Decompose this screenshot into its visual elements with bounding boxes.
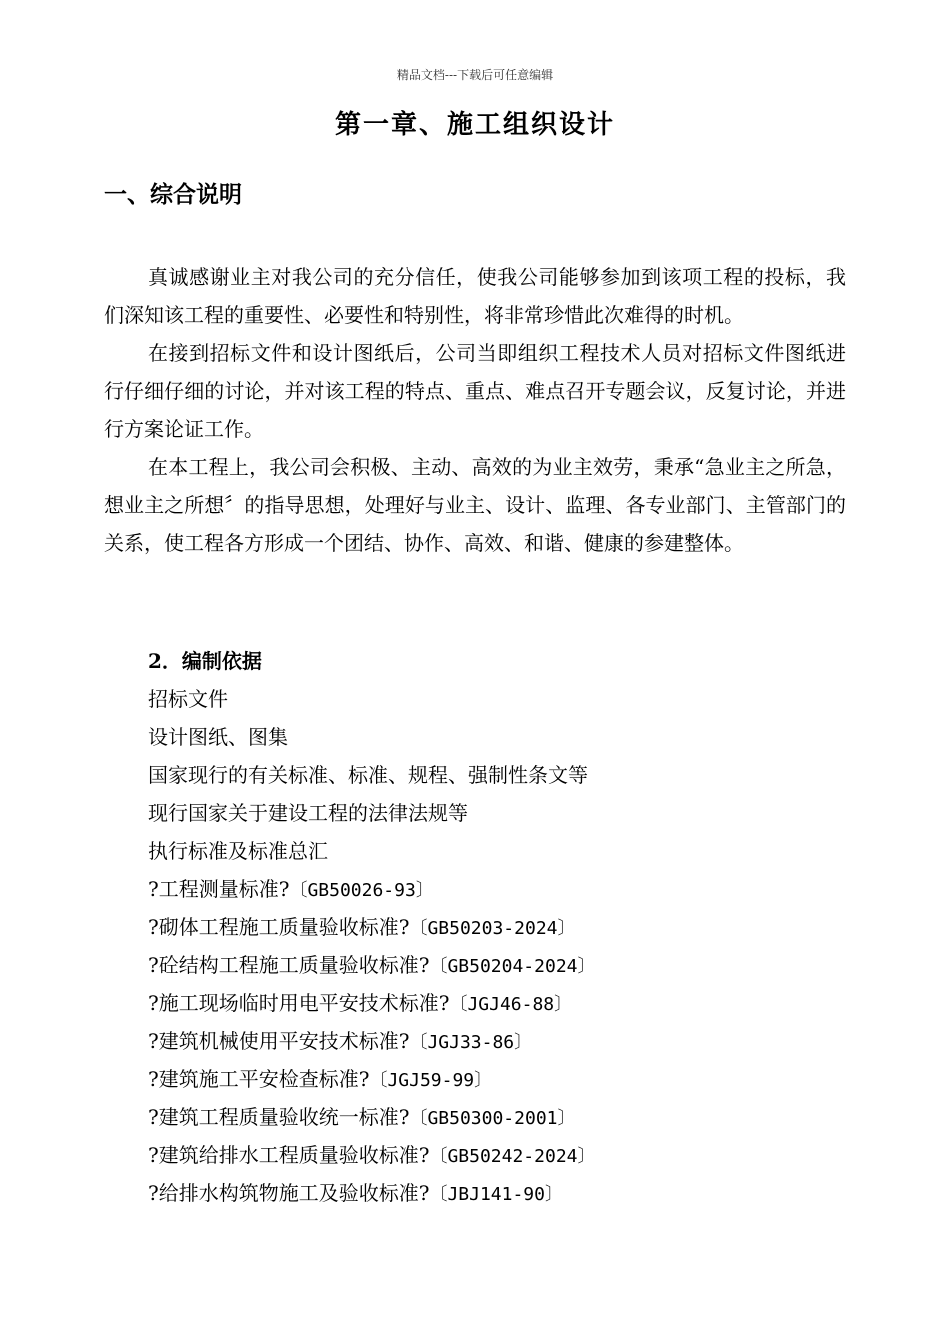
standard-code: 〔JGJ59-99〕 (369, 1070, 493, 1091)
basis-item: 设计图纸、图集 (148, 725, 288, 749)
intro-text (104, 258, 846, 562)
standard-item (148, 1136, 868, 1174)
standard-item (148, 984, 868, 1022)
paragraph-3: 在本工程上，我公司会积极、主动、高效的为业主效劳，秉承“急业主之所急，想业主之所想〞的指导思想，处理好与业主、设计、监理、各专业部门、主管部门的关系，使工程各方形成一个团结、协作、高效、和谐、健康的参建整体。 (104, 455, 846, 555)
standard-item (148, 1060, 868, 1098)
standard-name: ?给排水构筑物施工及验收标准? (148, 1181, 430, 1205)
chapter-title: 第一章、施工组织设计 (334, 110, 615, 140)
paragraph-2: 在接到招标文件和设计图纸后，公司当即组织工程技术人员对招标文件图纸进行仔细仔细的讨论，并对该工程的特点、重点、难点召开专题会议，反复讨论，并进行方案论证工作。 (104, 341, 846, 441)
standard-name: ?建筑给排水工程质量验收标准? (148, 1143, 430, 1167)
standard-name: ?建筑施工平安检查标准? (148, 1067, 370, 1091)
standard-name: ?砌体工程施工质量验收标准? (148, 915, 410, 939)
standard-code: 〔JBJ141-90〕 (429, 1184, 563, 1205)
standard-code: 〔GB50242-2024〕 (429, 1146, 596, 1167)
standard-name: ?砼结构工程施工质量验收标准? (148, 953, 430, 977)
standard-code: 〔JGJ33-86〕 (409, 1032, 533, 1053)
section-title: 一、综合说明 (104, 181, 242, 208)
standard-item (148, 946, 868, 984)
standard-item (148, 1098, 868, 1136)
subsection-title: 2．编制依据 (148, 649, 262, 673)
standard-name: ?建筑工程质量验收统一标准? (148, 1105, 410, 1129)
basis-item: 国家现行的有关标准、标准、规程、强制性条文等 (148, 763, 588, 787)
standard-code: 〔GB50204-2024〕 (429, 956, 596, 977)
standard-item (148, 870, 868, 908)
basis-item: 招标文件 (148, 687, 228, 711)
basis-item: 执行标准及标准总汇 (148, 839, 328, 863)
standard-name: ?施工现场临时用电平安技术标准? (148, 991, 450, 1015)
standard-code: 〔JGJ46-88〕 (449, 994, 573, 1015)
standard-name: ?工程测量标准? (148, 877, 290, 901)
standard-item (148, 1022, 868, 1060)
basis-item: 现行国家关于建设工程的法律法规等 (148, 801, 468, 825)
page-header: 精品文档---下载后可任意编辑 (396, 68, 554, 82)
standard-item (148, 1174, 868, 1212)
paragraph-1: 真诚感谢业主对我公司的充分信任，使我公司能够参加到该项工程的投标，我们深知该工程的重要性、必要性和特别性，将非常珍惜此次难得的时机。 (104, 265, 846, 327)
standard-code: 〔GB50300-2001〕 (409, 1108, 576, 1129)
basis-section (148, 642, 868, 1212)
standard-code: 〔GB50203-2024〕 (409, 918, 576, 939)
standard-code: 〔GB50026-93〕 (289, 880, 434, 901)
standard-name: ?建筑机械使用平安技术标准? (148, 1029, 410, 1053)
standard-item (148, 908, 868, 946)
